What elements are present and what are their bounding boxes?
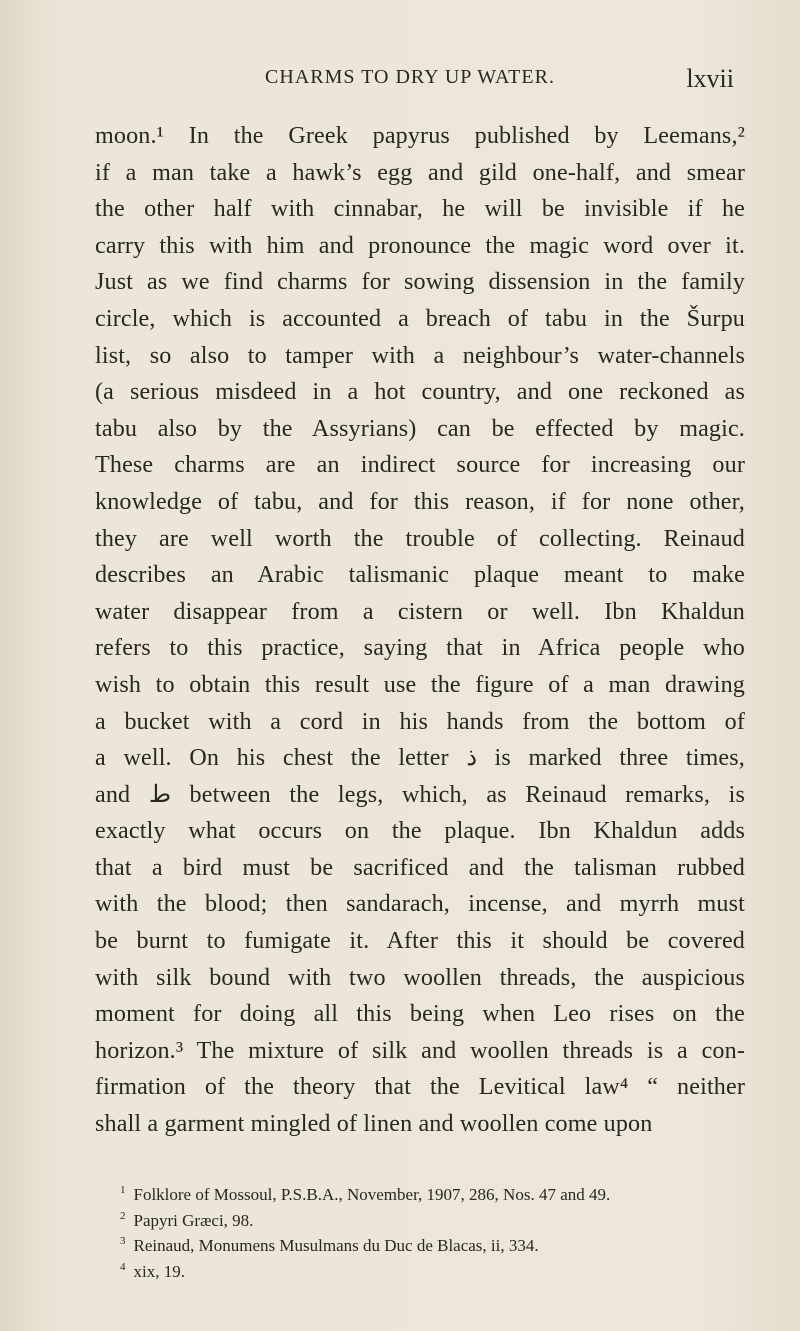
text-line: be burnt to fumigate it. After this it should be covered <box>95 928 745 955</box>
running-head <box>130 64 734 94</box>
text-line: if a man take a hawk’s egg and gild one-half, and smear <box>95 159 745 186</box>
footnote-text: xix, 19. <box>133 1261 185 1281</box>
running-title: CHARMS TO DRY UP WATER. <box>265 66 555 88</box>
text-line: and ط between the legs, which, as Reinaud remarks, is <box>95 781 745 808</box>
text-line: describes an Arabic talismanic plaque meant to make <box>95 562 745 589</box>
text-line: exactly what occurs on the plaque. Ibn Khaldun adds <box>95 818 745 845</box>
text-line: the other half with cinnabar, he will be invisible if he <box>95 196 745 223</box>
text-line: list, so also to tamper with a neighbour’s water-channels <box>95 342 745 369</box>
text-line: with the blood; then sandarach, incense, and myrrh must <box>95 891 745 918</box>
text-line: with silk bound with two woollen threads, the auspicious <box>95 964 745 991</box>
text-line: moment for doing all this being when Leo rises on the <box>95 1001 745 1028</box>
body-text <box>95 118 745 1143</box>
footnote-mark: 3 <box>120 1235 126 1247</box>
footnote-mark: 4 <box>120 1260 126 1273</box>
footnote <box>120 1206 760 1232</box>
text-line: Just as we find charms for sowing dissension in the family <box>95 269 745 296</box>
footnote <box>120 1257 760 1283</box>
text-line: moon.¹ In the Greek papyrus published by Leemans,² <box>95 123 745 149</box>
text-line: firmation of the theory that the Levitical law⁴ “ neither <box>95 1074 745 1101</box>
text-line: a bucket with a cord in his hands from the bottom of <box>95 708 745 735</box>
footnote-mark: 2 <box>120 1209 126 1222</box>
footnote <box>120 1231 760 1257</box>
text-line: they are well worth the trouble of collecting. Reinaud <box>95 525 745 552</box>
footnote-text: Folklore of Mossoul, P.S.B.A., November, 1907, 286, Nos. 47 and 49. <box>133 1185 611 1204</box>
footnote-text: Reinaud, Monumens Musulmans du Duc de Blacas, ii, 334. <box>133 1236 539 1255</box>
text-line: circle, which is accounted a breach of tabu in the Šurpu <box>95 305 745 332</box>
footnotes <box>120 1180 760 1282</box>
text-line: a well. On his chest the letter ذ is marked three times, <box>95 745 745 772</box>
text-line: carry this with him and pronounce the magic word over it. <box>95 232 745 259</box>
text-line: horizon.³ The mixture of silk and woollen threads is a con- <box>95 1037 745 1064</box>
text-line: tabu also by the Assyrians) can be effected by magic. <box>95 415 745 442</box>
page-number: lxvii <box>686 64 734 93</box>
text-line: water disappear from a cistern or well. Ibn Khaldun <box>95 598 745 625</box>
text-line: knowledge of tabu, and for this reason, if for none other, <box>95 488 745 515</box>
text-line: refers to this practice, saying that in Africa people who <box>95 635 745 662</box>
text-line: wish to obtain this result use the figure of a man drawing <box>95 671 745 698</box>
footnote-mark: 1 <box>120 1184 126 1196</box>
text-line: These charms are an indirect source for increasing our <box>95 452 745 479</box>
footnote-text: Papyri Græci, 98. <box>133 1210 254 1230</box>
text-line: that a bird must be sacrificed and the talisman rubbed <box>95 854 745 881</box>
text-line: (a serious misdeed in a hot country, and one reckoned as <box>95 379 745 406</box>
footnote <box>120 1180 760 1206</box>
text-line: shall a garment mingled of linen and woollen come upon <box>95 1111 653 1138</box>
